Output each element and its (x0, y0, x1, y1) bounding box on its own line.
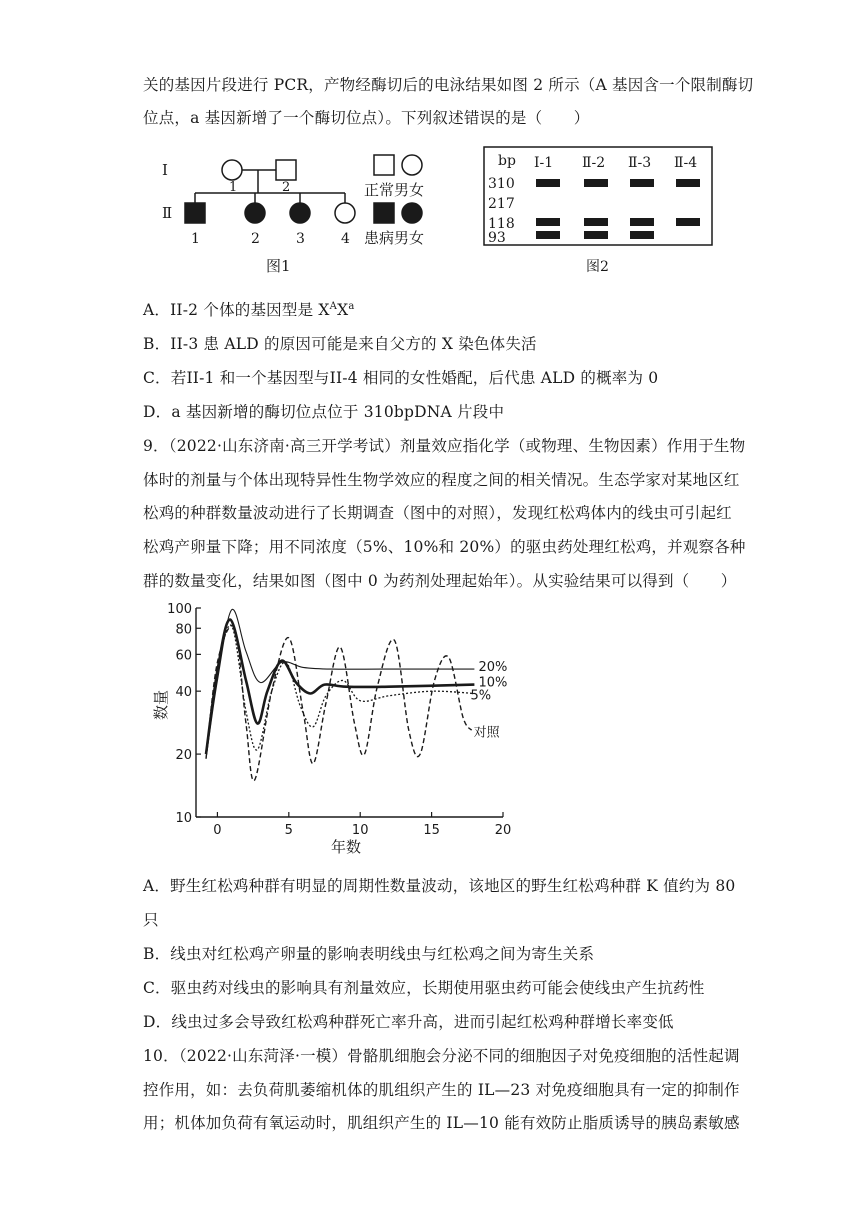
legend-affected-female (402, 203, 422, 223)
q8-option-a-mid: X (337, 301, 349, 319)
legend-normal-label: 正常男女 (364, 181, 425, 199)
legend-affected-label: 患病男女 (364, 229, 425, 247)
gel-lane-2: Ⅱ-2 (582, 155, 606, 171)
gel-size-118: 118 (488, 216, 515, 232)
q8-option-b: B．II-3 患 ALD 的原因可能是来自父方的 X 染色体失活 (143, 335, 537, 353)
q10-line-2: 控作用，如：去负荷肌萎缩机体的肌组织产生的 IL—23 对免疫细胞具有一定的抑制作 (143, 1081, 740, 1099)
x-tick-label: 10 (351, 823, 369, 838)
gel-size-93: 93 (488, 230, 506, 246)
band-l2-93 (584, 231, 608, 239)
y-tick-label: 20 (175, 748, 192, 764)
gen2-num-2: 2 (251, 231, 260, 247)
gen1-male-normal (276, 160, 296, 180)
series-line-3 (206, 626, 472, 781)
fig2-caption: 图2 (586, 259, 609, 275)
gen2-female-affected-2 (245, 203, 265, 223)
gel-size-310: 310 (488, 176, 515, 192)
band-l1-93 (536, 231, 560, 239)
q9-option-a-line1: A．野生红松鸡种群有明显的周期性数量波动，该地区的野生红松鸡种群 K 值约为 80 (143, 877, 736, 895)
gel-bp-label: bp (498, 153, 516, 169)
gel-figure (478, 145, 718, 280)
band-l4-310 (676, 179, 700, 187)
gen2-label: Ⅱ (162, 204, 173, 222)
pedigree-figure (150, 145, 450, 280)
series-label-1: 10% (478, 675, 508, 691)
gel-lane-3: Ⅱ-3 (628, 155, 652, 171)
q9-option-c: C．驱虫药对线虫的影响具有剂量效应，长期使用驱虫药可能会使线虫产生抗药性 (143, 979, 705, 997)
gen2-num-4: 4 (341, 231, 350, 247)
x-tick-label: 20 (494, 823, 512, 838)
q9-line-1: 9．（2022·山东济南·高三开学考试）剂量效应指化学（或物理、生物因素）作用于生物 (143, 437, 746, 455)
fig1-caption: 图1 (266, 257, 291, 275)
population-chart (148, 600, 528, 860)
gel-lane-1: Ⅰ-1 (534, 155, 554, 171)
q9-option-a-line2: 只 (143, 911, 159, 929)
band-l3-310 (630, 179, 654, 187)
gel-lane-4: Ⅱ-4 (674, 155, 698, 171)
x-tick-label: 0 (213, 823, 222, 838)
q10-line-1: 10．（2022·山东菏泽·一模）骨骼肌细胞会分泌不同的细胞因子对免疫细胞的活性起调 (143, 1047, 740, 1065)
gen2-num-3: 3 (296, 231, 305, 247)
gen2-female-affected-3 (290, 203, 310, 223)
gen1-label: Ⅰ (162, 161, 168, 179)
q8-option-a (143, 298, 354, 320)
band-l3-93 (630, 231, 654, 239)
band-l1-118 (536, 218, 560, 226)
q8-option-a-sup1: A (329, 300, 338, 312)
legend-normal-male (374, 155, 394, 175)
q9-option-d: D．线虫过多会导致红松鸡种群死亡率升高，进而引起红松鸡种群增长率变低 (143, 1013, 674, 1031)
y-tick-label: 60 (175, 648, 192, 664)
chart-xlabel: 年数 (331, 838, 362, 856)
series-label-0: 20% (478, 660, 508, 676)
q9-option-b: B．线虫对红松鸡产卵量的影响表明线虫与红松鸡之间为寄生关系 (143, 945, 595, 963)
q9-line-4: 松鸡产卵量下降；用不同浓度（5%、10%和 20%）的驱虫药处理红松鸡，并观察各种 (143, 538, 746, 556)
series-line-1 (206, 620, 474, 755)
q8-option-c: C．若II-1 和一个基因型与II-4 相同的女性婚配，后代患 ALD 的概率为 0 (143, 369, 659, 387)
legend-affected-male (374, 203, 394, 223)
y-tick-label: 40 (175, 685, 192, 701)
band-l2-310 (584, 179, 608, 187)
gen1-num-1: 1 (229, 180, 238, 195)
series-line-2 (206, 625, 474, 754)
q9-line-3: 松鸡的种群数量波动进行了长期调查（图中的对照），发现红松鸡体内的线虫可引起红 (143, 504, 732, 522)
q8-option-d: D．a 基因新增的酶切位点位于 310bpDNA 片段中 (143, 403, 505, 421)
q10-line-3: 用；机体加负荷有氧运动时，肌组织产生的 IL—10 能有效防止脂质诱导的胰岛素敏感 (143, 1114, 740, 1132)
band-l4-118 (676, 218, 700, 226)
intro-line-2: 位点，a 基因新增了一个酶切位点）。下列叙述错误的是（ ） (143, 109, 590, 127)
chart-ylabel: 数量 (152, 689, 170, 720)
gen1-num-2: 2 (282, 180, 291, 195)
series-label-2: 5% (470, 688, 492, 704)
gel-size-217: 217 (488, 196, 515, 212)
y-tick-label: 80 (175, 622, 192, 638)
gen1-female-normal (222, 160, 242, 180)
q9-line-5: 群的数量变化，结果如图（图中 0 为药剂处理起始年）。从实验结果可以得到（ ） (143, 572, 737, 590)
y-tick-label: 100 (167, 602, 192, 617)
legend-normal-female (402, 155, 422, 175)
q8-option-a-sup2: a (348, 300, 355, 312)
gen2-num-1: 1 (191, 231, 200, 247)
x-tick-label: 15 (423, 823, 440, 838)
series-label-3: 对照 (473, 725, 500, 741)
q9-line-2: 体时的剂量与个体出现特异性生物学效应的程度之间的相关情况。生态学家对某地区红 (143, 471, 740, 489)
gen2-female-normal-4 (335, 203, 355, 223)
band-l2-118 (584, 218, 608, 226)
band-l3-118 (630, 218, 654, 226)
y-tick-label: 10 (175, 811, 192, 826)
gen2-male-affected (185, 203, 205, 223)
intro-line-1: 关的基因片段进行 PCR，产物经酶切后的电泳结果如图 2 所示（A 基因含一个限制酶切 (143, 76, 754, 94)
q8-option-a-text: A．II-2 个体的基因型是 X (143, 301, 330, 319)
x-tick-label: 5 (284, 823, 293, 838)
band-l1-310 (536, 179, 560, 187)
